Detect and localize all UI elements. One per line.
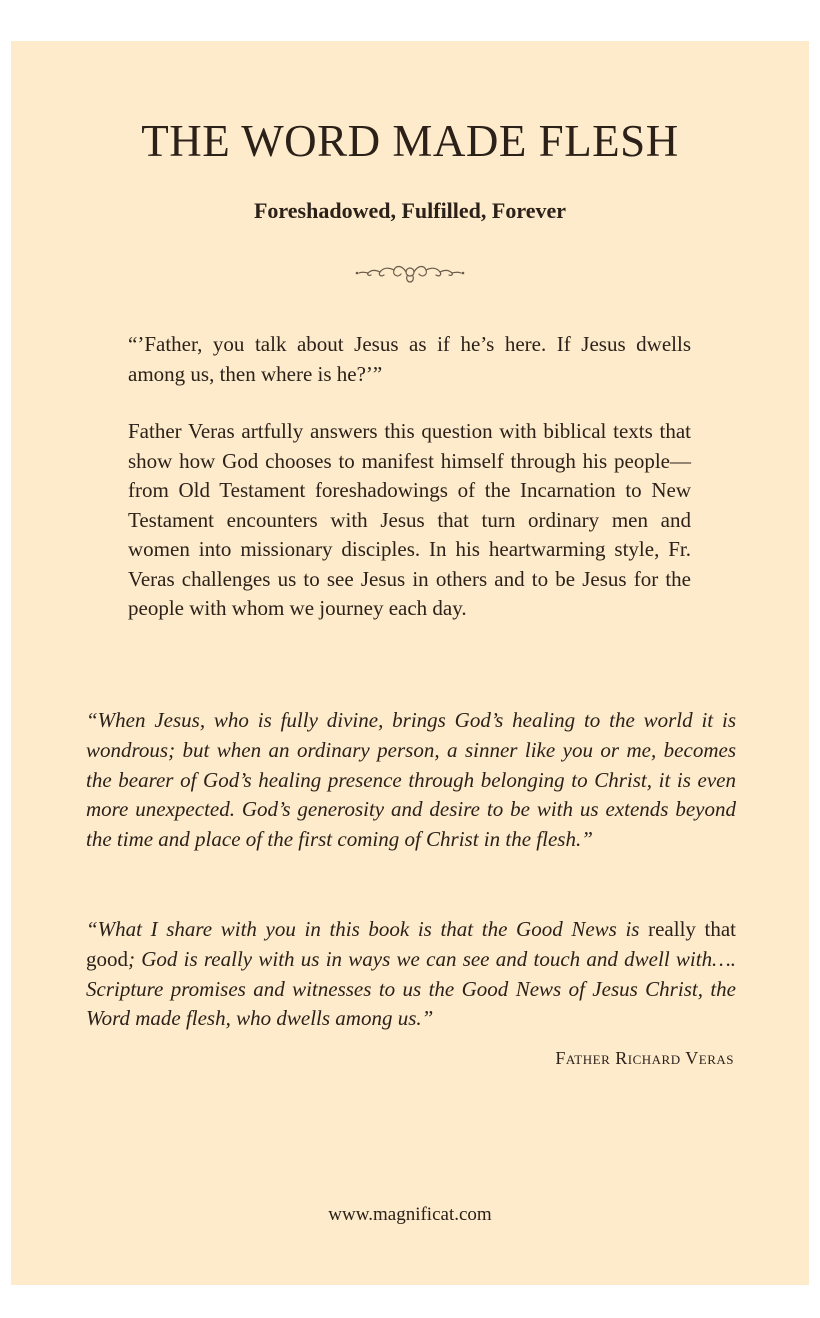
decorative-flourish-icon (350, 259, 470, 285)
author-quote-2-emphasis: really that good (86, 917, 737, 971)
book-subtitle: Foreshadowed, Fulfilled, Forever (253, 198, 567, 223)
back-cover (11, 41, 809, 1285)
author-quote-2 (86, 915, 736, 1034)
quote-attribution: Father Richard Veras (555, 1048, 734, 1068)
book-description: Father Veras artfully answers this question with biblical texts that show how God chooses to manifest himself through his people—from Old Testament foreshadowings of the Incarnation to New Testament encounters with Jesus that turn ordinary men and women into missionary disciples. In his heartwarming style, Fr. Veras challenges us to see Jesus in others and to be Jesus for the people with whom we journey each day. (128, 419, 691, 620)
author-quote-2-part1: “What I share with you in this book is that the Good News is (86, 917, 649, 941)
publisher-website: www.magnificat.com (328, 1204, 492, 1225)
opening-quote: “’Father, you talk about Jesus as if he’s here. If Jesus dwells among us, then where is he?’” (128, 332, 691, 386)
author-quote-2-part2: ; God is really with us in ways we can see and touch and dwell with…. Scripture promises and witnesses to us the Good News of Jesus Christ, the Word made flesh, who dwells among us.” (86, 946, 736, 1031)
author-quote-1: “When Jesus, who is fully divine, brings God’s healing to the world it is wondrous; but when an ordinary person, a sinner like you or me, becomes the bearer of God’s healing presence through belonging to Christ, it is even more unexpected. God’s generosity and desire to be with us extends beyond the time and place of the first coming of Christ in the flesh.” (86, 708, 736, 852)
book-title: THE WORD MADE FLESH (141, 116, 679, 166)
